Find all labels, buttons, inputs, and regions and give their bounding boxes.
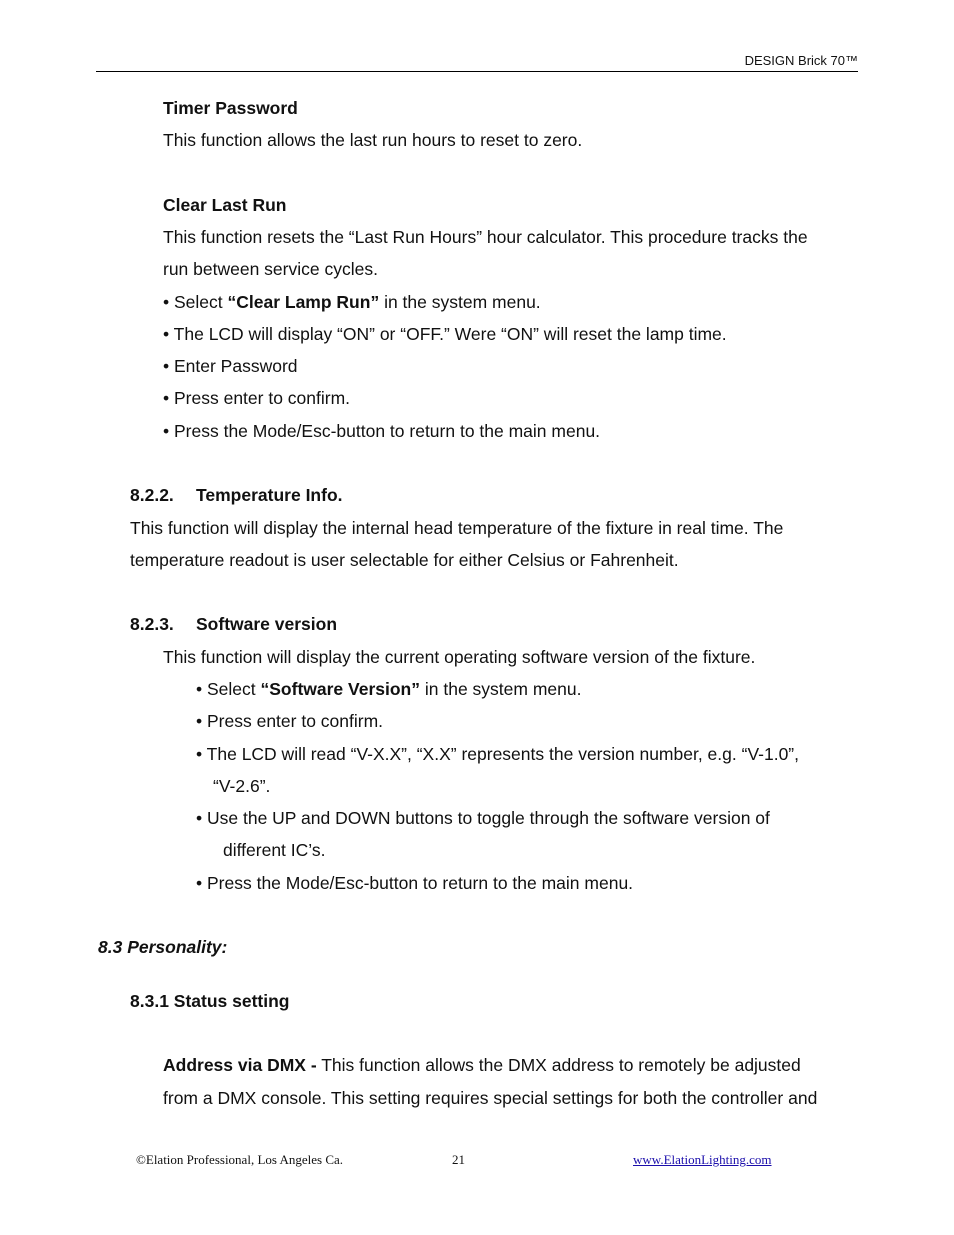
step-text: • Select: [163, 292, 228, 312]
section-number: 8.2.2.: [130, 485, 174, 505]
footer-website-link[interactable]: www.ElationLighting.com: [633, 1152, 772, 1167]
temperature-heading: [130, 483, 343, 507]
personality-heading: 8.3 Personality:: [98, 937, 228, 957]
step-text: in the system menu.: [379, 292, 541, 312]
software-step-3-line2: “V-2.6”.: [213, 776, 271, 796]
address-dmx-line1: [163, 1053, 801, 1077]
software-step-4-line2: different IC’s.: [223, 840, 326, 860]
software-step-2: • Press enter to confirm.: [196, 711, 384, 731]
address-dmx-label: Address via DMX -: [163, 1055, 317, 1075]
step-text: • Select: [196, 679, 261, 699]
address-dmx-line2: from a DMX console. This setting requires special settings for both the controller and: [163, 1088, 818, 1108]
software-step-5: • Press the Mode/Esc-button to return to the main menu.: [196, 873, 634, 893]
timer-password-body: This function allows the last run hours to reset to zero.: [163, 130, 583, 150]
clear-last-run-step-1: [163, 290, 541, 314]
clear-last-run-step-4: • Press enter to confirm.: [163, 388, 351, 408]
temperature-body-line2: temperature readout is user selectable for either Celsius or Fahrenheit.: [130, 550, 679, 570]
status-setting-heading: 8.3.1 Status setting: [130, 991, 290, 1011]
clear-last-run-body-line2: run between service cycles.: [163, 259, 378, 279]
software-step-3-line1: • The LCD will read “V-X.X”, “X.X” represents the version number, e.g. “V-1.0”,: [196, 744, 799, 764]
menu-item-name: “Clear Lamp Run”: [227, 292, 380, 312]
clear-last-run-step-2: • The LCD will display “ON” or “OFF.” Were “ON” will reset the lamp time.: [163, 324, 727, 344]
menu-item-name: “Software Version”: [260, 679, 420, 699]
step-text: in the system menu.: [420, 679, 582, 699]
software-step-4-line1: • Use the UP and DOWN buttons to toggle through the software version of: [196, 808, 770, 828]
clear-last-run-step-5: • Press the Mode/Esc-button to return to the main menu.: [163, 421, 601, 441]
software-step-1: [196, 677, 581, 701]
clear-last-run-body-line1: This function resets the “Last Run Hours” hour calculator. This procedure tracks the: [163, 227, 808, 247]
software-heading: [130, 612, 337, 636]
running-header: DESIGN Brick 70™: [744, 53, 858, 68]
clear-last-run-heading: Clear Last Run: [163, 195, 287, 215]
footer-copyright: ©Elation Professional, Los Angeles Ca.: [136, 1152, 344, 1167]
timer-password-heading: Timer Password: [163, 98, 298, 118]
section-title: Temperature Info.: [196, 485, 343, 505]
section-title: Software version: [196, 614, 338, 634]
temperature-body-line1: This function will display the internal head temperature of the fixture in real time. The: [130, 518, 784, 538]
address-dmx-text: This function allows the DMX address to remotely be adjusted: [316, 1055, 801, 1075]
header-rule: [96, 71, 858, 72]
software-body: This function will display the current operating software version of the fixture.: [163, 647, 756, 667]
footer-page-number: 21: [452, 1152, 465, 1167]
section-number: 8.2.3.: [130, 614, 174, 634]
clear-last-run-step-3: • Enter Password: [163, 356, 298, 376]
